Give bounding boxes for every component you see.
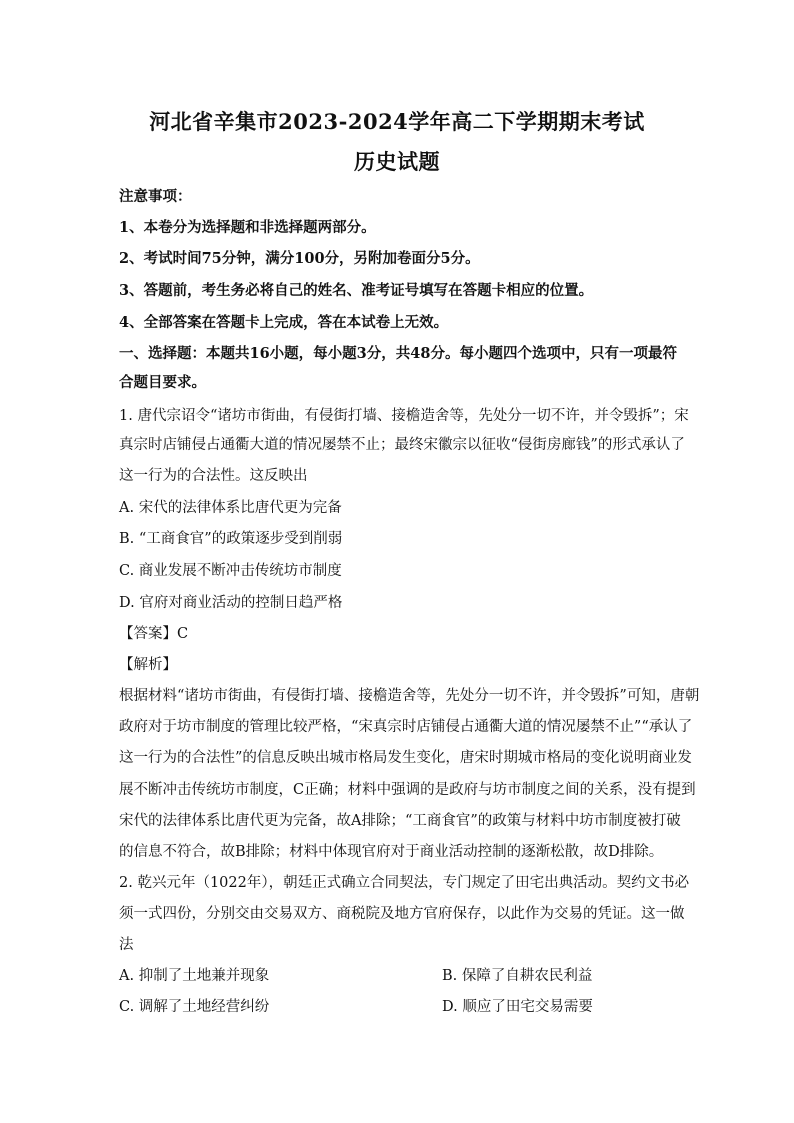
q1-analysis-line-1: 根据材料“诸坊市街曲，有侵街打墙、接檐造舍等，先处分一切不许，并令毁拆”可知，唐朝 xyxy=(119,688,700,704)
q1-analysis-line-2: 政府对于坊市制度的管理比较严格，“宋真宗时店铺侵占通衢大道的情况屡禁不止”“承认了 xyxy=(119,719,693,735)
page-subtitle: 历史试题 xyxy=(354,149,440,174)
notes-heading: 注意事项： xyxy=(119,188,192,205)
q1-analysis-line-5: 宋代的法律体系比唐代更为完备，故A排除；“工商食官”的政策与材料中坊市制度被打破 xyxy=(119,813,681,829)
q1-option-c: C. 商业发展不断冲击传统坊市制度 xyxy=(119,563,342,579)
q1-analysis-label: 【解析】 xyxy=(119,657,177,673)
q2-option-c: C. 调解了土地经营纠纷 xyxy=(119,999,270,1015)
q2-stem-line-2: 须一式四份，分别交由交易双方、商税院及地方官府保存，以此作为交易的凭证。这一做 xyxy=(119,906,685,922)
q2-option-d: D. 顺应了田宅交易需要 xyxy=(442,999,593,1015)
q1-analysis-line-4: 展不断冲击传统坊市制度，C正确；材料中强调的是政府与坊市制度之间的关系，没有提到 xyxy=(119,782,696,798)
q1-analysis-line-6: 的信息不符合，故B排除；材料中体现官府对于商业活动控制的逐渐松散，故D排除。 xyxy=(119,844,664,860)
q1-answer: 【答案】C xyxy=(119,626,189,642)
q1-stem-line-3: 这一行为的合法性。这反映出 xyxy=(119,468,308,484)
q2-stem-line-3: 法 xyxy=(119,937,134,953)
notes-item-2: 2、考试时间75分钟，满分100分，另附加卷面分5分。 xyxy=(119,250,480,267)
q1-stem-line-1: 1. 唐代宗诏令“诸坊市街曲，有侵街打墙、接檐造舍等，先处分一切不许，并令毁拆”；宋 xyxy=(119,408,689,424)
q1-option-d: D. 官府对商业活动的控制日趋严格 xyxy=(119,595,343,611)
q1-stem-line-2: 真宗时店铺侵占通衢大道的情况屡禁不止；最终宋徽宗以征收“侵街房廊钱”的形式承认了 xyxy=(119,437,685,453)
q1-option-a: A. 宋代的法律体系比唐代更为完备 xyxy=(119,500,342,516)
q1-option-b: B. “工商食官”的政策逐步受到削弱 xyxy=(119,531,343,547)
q2-option-a: A. 抑制了土地兼并现象 xyxy=(119,968,270,984)
q1-analysis-line-3: 这一行为的合法性”的信息反映出城市格局发生变化，唐宋时期城市格局的变化说明商业发 xyxy=(119,750,692,766)
section-heading-line-1: 一、选择题：本题共16小题，每小题3分，共48分。每小题四个选项中，只有一项最符 xyxy=(119,345,677,362)
notes-item-4: 4、全部答案在答题卡上完成，答在本试卷上无效。 xyxy=(119,314,449,331)
q2-option-b: B. 保障了自耕农民利益 xyxy=(442,968,593,984)
page-title: 河北省辛集市2023-2024学年高二下学期期末考试 xyxy=(149,109,645,134)
notes-item-1: 1、本卷分为选择题和非选择题两部分。 xyxy=(119,219,376,236)
q2-stem-line-1: 2. 乾兴元年（1022年），朝廷正式确立合同契法，专门规定了田宅出典活动。契约文书必 xyxy=(119,875,690,891)
notes-item-3: 3、答题前，考生务必将自己的姓名、准考证号填写在答题卡相应的位置。 xyxy=(119,282,594,299)
section-heading-line-2: 合题目要求。 xyxy=(119,374,206,391)
